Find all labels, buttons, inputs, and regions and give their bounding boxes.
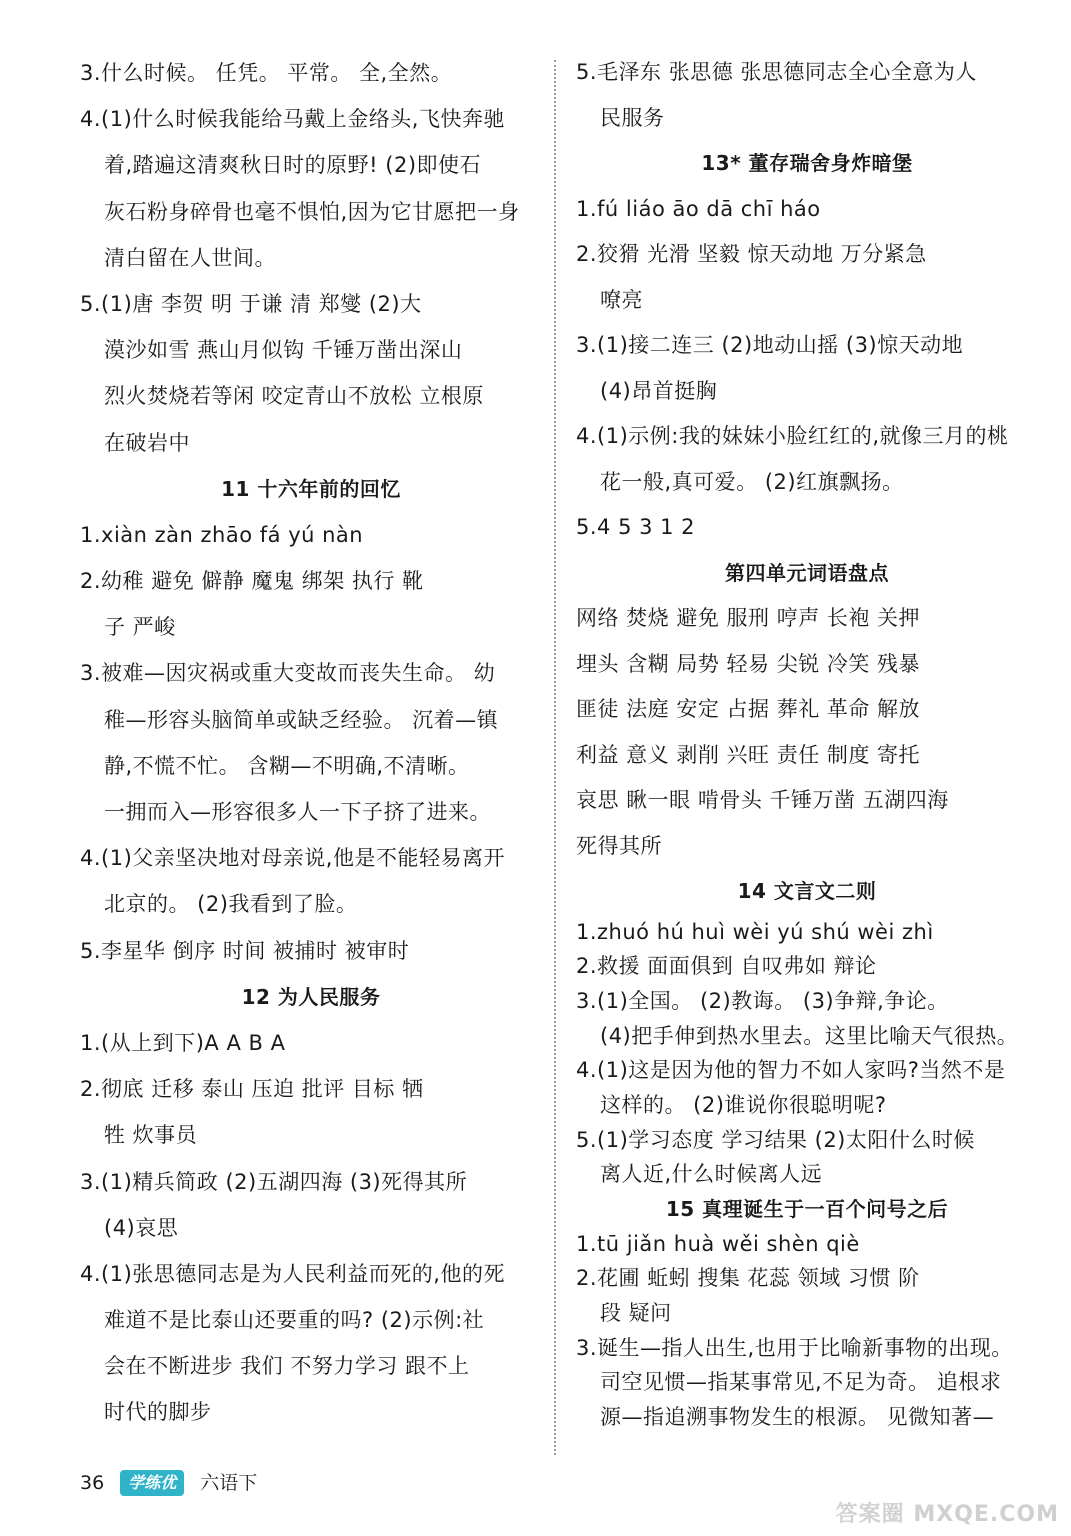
left-column (80, 50, 542, 1436)
answer-line: 4.(1)这是因为他的智力不如人家吗?当然不是 (576, 1058, 1006, 1083)
answer-line: 源—指追溯事物发生的根源。 见微知著— (600, 1405, 995, 1430)
answer-line: 4.(1)张思德同志是为人民利益而死的,他的死 (80, 1261, 505, 1286)
answer-line: 4.(1)什么时候我能给马戴上金络头,飞快奔驰 (80, 107, 505, 132)
answer-line: 漠沙如雪 燕山月似钩 千锤万凿出深山 (104, 338, 463, 363)
section-title: 14 文言文二则 (737, 879, 877, 903)
answer-line: 时代的脚步 (104, 1400, 212, 1425)
answer-line: 静,不慌不忙。 含糊—不明确,不清晰。 (104, 753, 470, 778)
answer-line: 5.毛泽东 张思德 张思德同志全心全意为人 (576, 60, 977, 84)
answer-line: 这样的。 (2)谁说你很聪明呢? (600, 1092, 887, 1117)
answer-line: 5.4 5 3 1 2 (576, 515, 696, 539)
answer-line: 5.李星华 倒序 时间 被捕时 被审时 (80, 938, 410, 963)
section-title: 13* 董存瑞舍身炸暗堡 (701, 151, 913, 175)
answer-line: (4)把手伸到热水里去。这里比喻天气很热。 (600, 1023, 1019, 1048)
answer-line: 1.tū jiǎn huà wěi shèn qiè (576, 1231, 860, 1256)
answer-line: 3.(1)接二连三 (2)地动山摇 (3)惊天动地 (576, 333, 964, 357)
answer-line: 5.(1)学习态度 学习结果 (2)太阳什么时候 (576, 1127, 975, 1152)
answer-line: (4)哀思 (104, 1215, 179, 1240)
page-number: 36 (80, 1471, 105, 1494)
brand-logo: 学练优 (120, 1470, 184, 1496)
answer-line: 3.什么时候。 任凭。 平常。 全,全然。 (80, 61, 453, 85)
answer-line: 2.狡猾 光滑 坚毅 惊天动地 万分紧急 (576, 242, 927, 266)
answer-line: 5.(1)唐 李贺 明 于谦 清 郑燮 (2)大 (80, 291, 422, 316)
answer-line: 北京的。 (2)我看到了脸。 (104, 892, 358, 917)
answer-line: 段 疑问 (600, 1301, 672, 1326)
word-list-line: 埋头 含糊 局势 轻易 尖锐 冷笑 残暴 (576, 651, 921, 676)
answer-line: 灰石粉身碎骨也毫不惧怕,因为它甘愿把一身 (104, 199, 520, 224)
right-column (576, 50, 1038, 1435)
answer-line: 2.花圃 蚯蚓 搜集 花蕊 领域 习惯 阶 (576, 1266, 920, 1291)
section-title: 15 真理诞生于一百个问号之后 (665, 1197, 949, 1221)
watermark: 答案圈 MXQE.COM (835, 1502, 1059, 1527)
word-list-line: 哀思 瞅一眼 啃骨头 千锤万凿 五湖四海 (576, 788, 949, 812)
answer-line: 着,踏遍这清爽秋日时的原野! (2)即使石 (104, 153, 482, 178)
section-title: 12 为人民服务 (241, 984, 381, 1009)
column-divider (554, 60, 556, 1455)
answer-line: 2.幼稚 避免 僻静 魔鬼 绑架 执行 靴 (80, 569, 424, 594)
word-list-line: 匪徒 法庭 安定 占据 葬礼 革命 解放 (576, 697, 921, 721)
answer-line: 子 严峻 (104, 615, 176, 640)
subject-label: 六语下 (200, 1471, 258, 1494)
answer-line: 1.fú liáo āo dā chī háo (576, 196, 821, 221)
section-title: 第四单元词语盘点 (725, 560, 889, 585)
answer-line: 司空见惯—指某事常见,不足为奇。 追根求 (600, 1370, 1002, 1395)
answer-line: (4)昂首挺胸 (600, 378, 718, 403)
answer-line: 4.(1)示例:我的妹妹小脸红红的,就像三月的桃 (576, 424, 1009, 448)
answer-line: 在破岩中 (104, 430, 190, 455)
answer-line: 3.诞生—指人出生,也用于比喻新事物的出现。 (576, 1335, 1013, 1360)
answer-line: 牲 炊事员 (104, 1123, 198, 1148)
answer-line: 烈火焚烧若等闲 咬定青山不放松 立根原 (104, 384, 484, 409)
page-footer (80, 1467, 257, 1497)
answer-line: 3.(1)精兵简政 (2)五湖四海 (3)死得其所 (80, 1169, 468, 1194)
answer-line: 难道不是比泰山还要重的吗? (2)示例:社 (104, 1308, 485, 1333)
answer-line: 4.(1)父亲坚决地对母亲说,他是不能轻易离开 (80, 846, 505, 871)
answer-line: 花一般,真可爱。 (2)红旗飘扬。 (600, 469, 904, 494)
answer-line: 1.xiàn zàn zhāo fá yú nàn (80, 522, 364, 547)
answer-line: 会在不断进步 我们 不努力学习 跟不上 (104, 1354, 470, 1379)
answer-line: 3.被难—因灾祸或重大变故而丧失生命。 幼 (80, 661, 496, 686)
word-list-line: 网络 焚烧 避免 服刑 哼声 长袍 关押 (576, 606, 921, 630)
answer-line: 2.救援 面面俱到 自叹弗如 辩论 (576, 954, 877, 979)
answer-line: 清白留在人世间。 (104, 245, 276, 270)
word-list-line: 死得其所 (576, 833, 662, 858)
answer-line: 3.(1)全国。 (2)教诲。 (3)争辩,争论。 (576, 988, 949, 1013)
answer-line: 离人近,什么时候离人远 (600, 1162, 823, 1187)
answer-line: 稚—形容头脑简单或缺乏经验。 沉着—镇 (104, 707, 499, 732)
answer-line: 1.(从上到下)A A B A (80, 1030, 286, 1055)
word-list-line: 利益 意义 剥削 兴旺 责任 制度 寄托 (576, 742, 921, 767)
answer-line: 2.彻底 迁移 泰山 压迫 批评 目标 牺 (80, 1077, 424, 1102)
answer-line: 嘹亮 (600, 287, 643, 312)
answer-line: 1.zhuó hú huì wèi yú shú wèi zhì (576, 919, 934, 944)
answer-line: 一拥而入—形容很多人一下子挤了进来。 (104, 800, 491, 824)
section-title: 11 十六年前的回忆 (221, 476, 401, 501)
answer-line: 民服务 (600, 105, 665, 130)
